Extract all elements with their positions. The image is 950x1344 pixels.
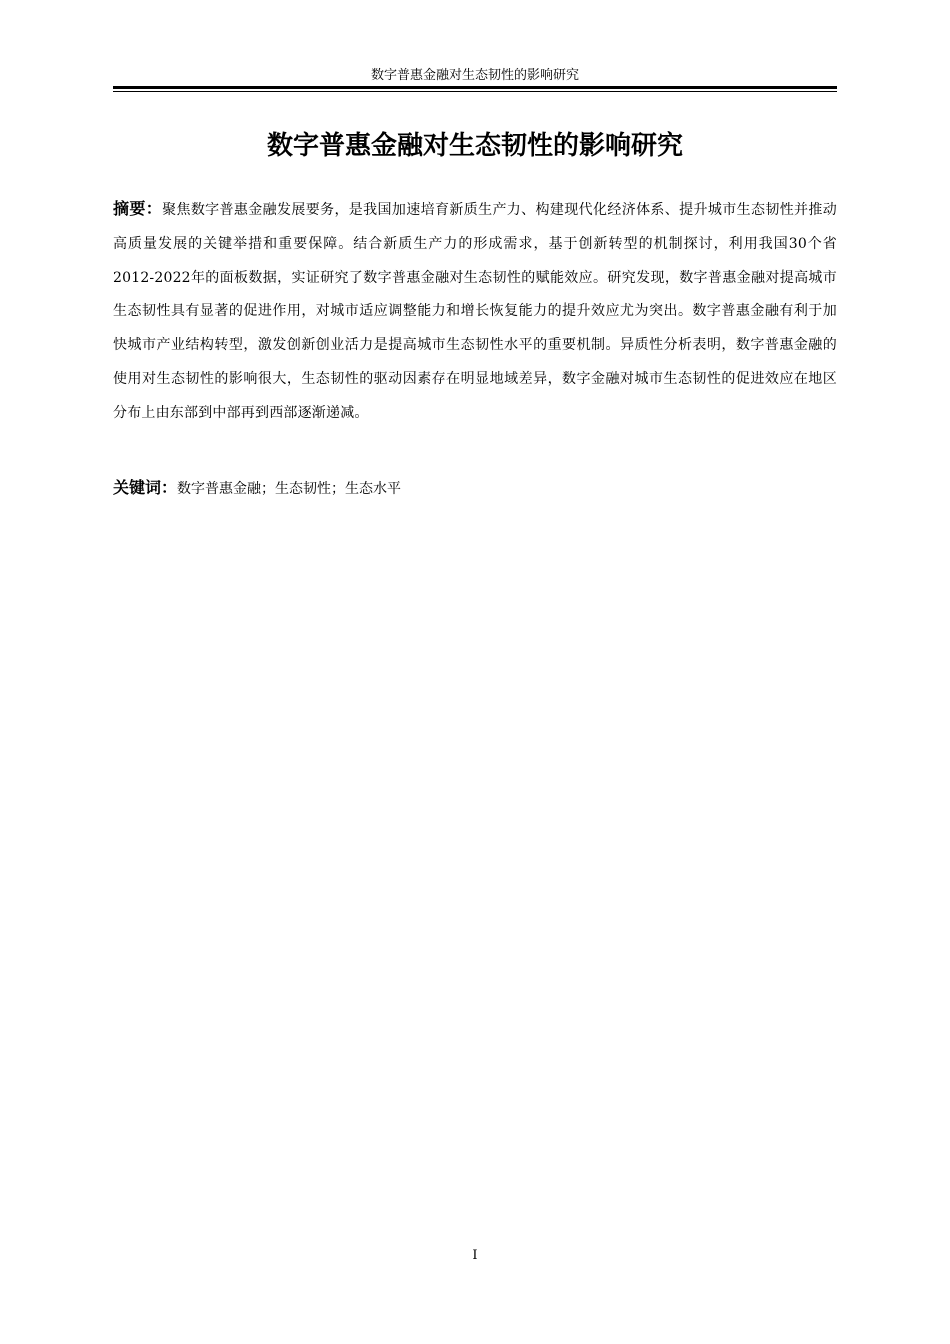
- abstract-text: 聚焦数字普惠金融发展要务，是我国加速培育新质生产力、构建现代化经济体系、提升城市生态韧性并推动高质量发展的关键举措和重要保障。结合新质生产力的形成需求，基于创新转型的机制探讨，利用我国30个省2012-2022年的面板数据，实证研究了数字普惠金融对生态韧性的赋能效应。研究发现，数字普惠金融对提高城市生态韧性具有显著的促进作用，对城市适应调整能力和增长恢复能力的提升效应尤为突出。数字普惠金融有利于加快城市产业结构转型，激发创新创业活力是提高城市生态韧性水平的重要机制。异质性分析表明，数字普惠金融的使用对生态韧性的影响很大，生态韧性的驱动因素存在明显地域差异，数字金融对城市生态韧性的促进效应在地区分布上由东部到中部再到西部逐渐递减。: [113, 202, 837, 421]
- header-rule-thin: [113, 91, 837, 92]
- keywords-text: 数字普惠金融；生态韧性；生态水平: [177, 481, 402, 497]
- running-header: 数字普惠金融对生态韧性的影响研究: [370, 68, 579, 83]
- page-number: I: [472, 1248, 478, 1263]
- page-title: 数字普惠金融对生态韧性的影响研究: [266, 131, 683, 161]
- keywords-paragraph: [113, 475, 837, 502]
- abstract-paragraph: [113, 192, 837, 431]
- header-rule-thick: [113, 86, 837, 89]
- keywords-label: 关键词：: [113, 478, 178, 497]
- abstract-label: 摘要：: [113, 199, 163, 218]
